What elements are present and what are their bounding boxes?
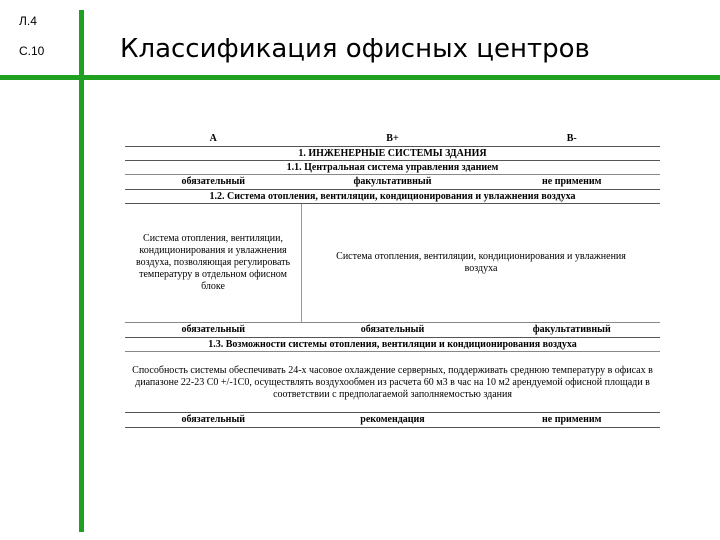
lecture-number: Л.4 — [19, 14, 37, 28]
cell-1-2-bplus: обязательный — [302, 323, 484, 338]
subsection-row — [125, 161, 660, 175]
cell-1-2-a: обязательный — [125, 323, 302, 338]
cell-1-3-desc: Способность системы обеспечивать 24-х часовое охлаждение серверных, поддерживать среднюю температуру в офисах в диапазоне 22-23 С0 +/-1С0, осуществлять воздухообмен из расчета 60 м3 в час на 10 м2 арендуемой офисной площади в соответствии с предполагаемой заполняемостью здания — [125, 352, 660, 413]
subsection-1-1: 1.1. Центральная система управления зданием — [125, 161, 660, 175]
classification-table — [125, 132, 660, 428]
cell-1-2-desc-b: Система отопления, вентиляции, кондиционирования и увлажнения воздуха — [302, 204, 660, 323]
cell-1-3-a: обязательный — [125, 413, 302, 428]
table-row — [125, 413, 660, 428]
cell-1-2-desc-a: Система отопления, вентиляции, кондиционирования и увлажнения воздуха, позволяющая регулировать температуру в отдельном офисном блоке — [125, 204, 302, 323]
column-header-bminus: B- — [483, 132, 660, 147]
slide-title: Классификация офисных центров — [120, 34, 590, 64]
cell-1-3-bplus: рекомендация — [302, 413, 484, 428]
subsection-1-3: 1.3. Возможности системы отопления, вентиляции и кондиционирования воздуха — [125, 338, 660, 352]
section-heading-row — [125, 147, 660, 161]
column-header-a: A — [125, 132, 302, 147]
column-header-bplus: B+ — [302, 132, 484, 147]
table-row — [125, 175, 660, 190]
cell-1-1-bminus: не применим — [483, 175, 660, 190]
subsection-row — [125, 190, 660, 204]
vertical-accent-bar — [79, 10, 84, 532]
cell-1-3-bminus: не применим — [483, 413, 660, 428]
horizontal-accent-bar — [0, 75, 720, 80]
table-header-row — [125, 132, 660, 147]
table-row — [125, 204, 660, 323]
subsection-1-2: 1.2. Система отопления, вентиляции, кондиционирования и увлажнения воздуха — [125, 190, 660, 204]
subsection-row — [125, 338, 660, 352]
cell-1-1-a: обязательный — [125, 175, 302, 190]
table-row — [125, 323, 660, 338]
cell-1-2-bminus: факультативный — [483, 323, 660, 338]
table-row — [125, 352, 660, 413]
cell-1-1-bplus: факультативный — [302, 175, 484, 190]
page-number: С.10 — [19, 44, 45, 58]
section-heading: 1. ИНЖЕНЕРНЫЕ СИСТЕМЫ ЗДАНИЯ — [125, 147, 660, 161]
